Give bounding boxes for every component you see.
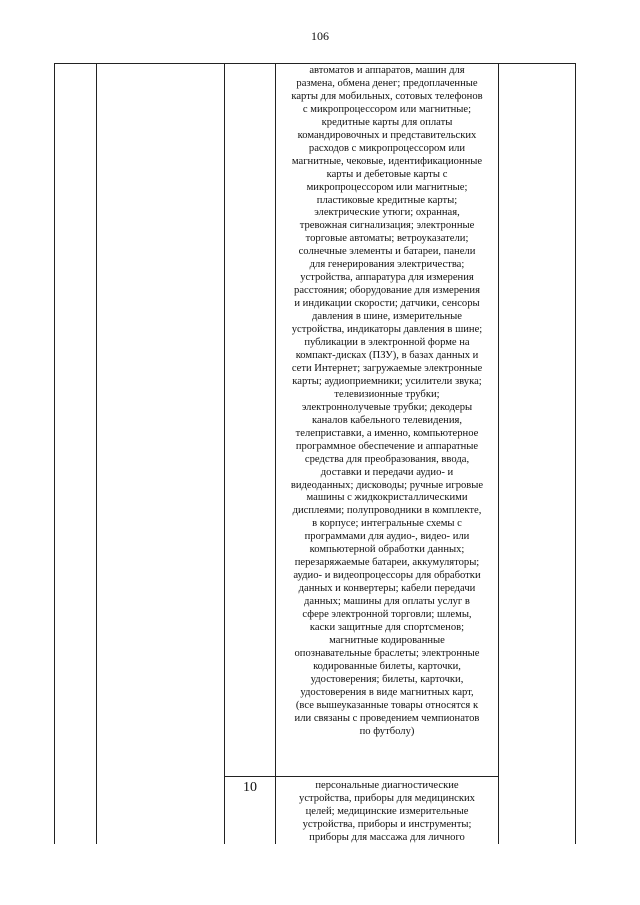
goods-line: аудио- и видеопроцессоры для обработки bbox=[293, 570, 481, 582]
table-border-top bbox=[54, 63, 576, 64]
goods-line: или связаны с проведением чемпионатов bbox=[294, 712, 480, 724]
column-divider-3 bbox=[275, 63, 276, 844]
goods-line: карты для мобильных, сотовых телефонов bbox=[291, 90, 483, 102]
goods-line: в корпусе; интегральные схемы с bbox=[312, 518, 462, 530]
goods-line: приборы для массажа для личного bbox=[309, 832, 465, 843]
column-divider-1 bbox=[96, 63, 97, 844]
goods-line: данных и конвертеры; кабели передачи bbox=[298, 583, 476, 595]
page-number: 106 bbox=[311, 29, 329, 43]
goods-line: опознавательные браслеты; электронные bbox=[294, 647, 480, 659]
goods-line: командировочных и представительских bbox=[297, 129, 477, 141]
goods-line: программное обеспечение и аппаратные bbox=[295, 440, 479, 452]
goods-line: каски защитные для спортсменов; bbox=[309, 621, 465, 633]
goods-line: электроннолучевые трубки; декодеры bbox=[301, 401, 473, 413]
goods-line: устройства, приборы и инструменты; bbox=[302, 819, 472, 830]
goods-line: и индикации скорости; датчики, сенсоры bbox=[294, 298, 480, 310]
goods-line: автоматов и аппаратов, машин для bbox=[309, 65, 465, 76]
goods-line: размена, обмена денег; предоплаченные bbox=[296, 77, 478, 89]
goods-line: кодированные билеты, карточки, bbox=[313, 660, 461, 672]
goods-line: видеоданных; дисководы; ручные игровые bbox=[290, 479, 484, 491]
goods-line: перезаряжаемые батареи, аккумуляторы; bbox=[294, 557, 480, 569]
goods-line: удостоверения в виде магнитных карт, bbox=[300, 686, 474, 698]
goods-line: кредитные карты для оплаты bbox=[321, 116, 453, 128]
goods-line: компакт-дисках (ПЗУ), в базах данных и bbox=[295, 349, 479, 361]
goods-line: сети Интернет; загружаемые электронные bbox=[291, 362, 483, 374]
goods-description-continued bbox=[278, 65, 496, 739]
goods-line: целей; медицинские измерительные bbox=[305, 806, 469, 817]
table-border-right bbox=[575, 63, 576, 844]
goods-line: торговые автоматы; ветроуказатели; bbox=[305, 233, 469, 245]
table-border-left bbox=[54, 63, 55, 844]
goods-line: телеприставки, а именно, компьютерное bbox=[295, 427, 479, 439]
goods-line: устройства, приборы для медицинских bbox=[299, 793, 475, 804]
goods-description-class-10 bbox=[278, 779, 496, 844]
column-divider-4 bbox=[498, 63, 499, 844]
goods-line: данных; машины для оплаты услуг в bbox=[304, 596, 470, 608]
goods-line: микропроцессором или магнитные; bbox=[306, 181, 468, 193]
goods-line: средства для преобразования, ввода, bbox=[304, 453, 470, 465]
goods-line: по футболу) bbox=[359, 725, 415, 737]
row-divider bbox=[224, 776, 499, 777]
goods-line: (все вышеуказанные товары относятся к bbox=[295, 699, 479, 711]
goods-line: устройства, индикаторы давления в шине; bbox=[291, 324, 483, 336]
goods-line: магнитные, чековые, идентификационные bbox=[291, 155, 483, 167]
goods-line: тревожная сигнализация; электронные bbox=[299, 220, 475, 232]
goods-line: каналов кабельного телевидения, bbox=[311, 414, 463, 426]
goods-line: сфере электронной торговли; шлемы, bbox=[302, 609, 472, 621]
class-number-cell: 10 bbox=[243, 780, 257, 795]
goods-line: программами для аудио-, видео- или bbox=[304, 531, 470, 543]
goods-line: персональные диагностические bbox=[315, 780, 459, 791]
column-divider-2 bbox=[224, 63, 225, 844]
goods-line: дисплеями; полупроводники в комплекте, bbox=[292, 505, 482, 517]
goods-line: публикации в электронной форме на bbox=[304, 337, 470, 349]
goods-line: с микропроцессором или магнитные; bbox=[302, 103, 472, 115]
goods-line: машины с жидкокристаллическими bbox=[306, 492, 468, 504]
goods-line: устройства, аппаратура для измерения bbox=[300, 272, 474, 284]
goods-line: пластиковые кредитные карты; bbox=[316, 194, 458, 206]
goods-line: компьютерной обработки данных; bbox=[309, 544, 465, 556]
goods-line: расходов с микропроцессором или bbox=[308, 142, 466, 154]
goods-line: расстояния; оборудование для измерения bbox=[294, 285, 480, 297]
goods-line: карты и дебетовые карты с bbox=[326, 168, 448, 180]
goods-line: удостоверения; билеты, карточки, bbox=[310, 673, 464, 685]
goods-line: магнитные кодированные bbox=[329, 634, 445, 646]
goods-line: телевизионные трубки; bbox=[334, 388, 440, 400]
goods-line: давления в шине, измерительные bbox=[312, 311, 462, 323]
goods-table bbox=[54, 63, 576, 844]
goods-line: электрические утюги; охранная, bbox=[314, 207, 460, 219]
goods-line: доставки и передачи аудио- и bbox=[320, 466, 454, 478]
goods-line: карты; аудиоприемники; усилители звука; bbox=[292, 375, 482, 387]
goods-line: для генерирования электричества; bbox=[309, 259, 465, 271]
goods-line: солнечные элементы и батареи, панели bbox=[298, 246, 476, 258]
